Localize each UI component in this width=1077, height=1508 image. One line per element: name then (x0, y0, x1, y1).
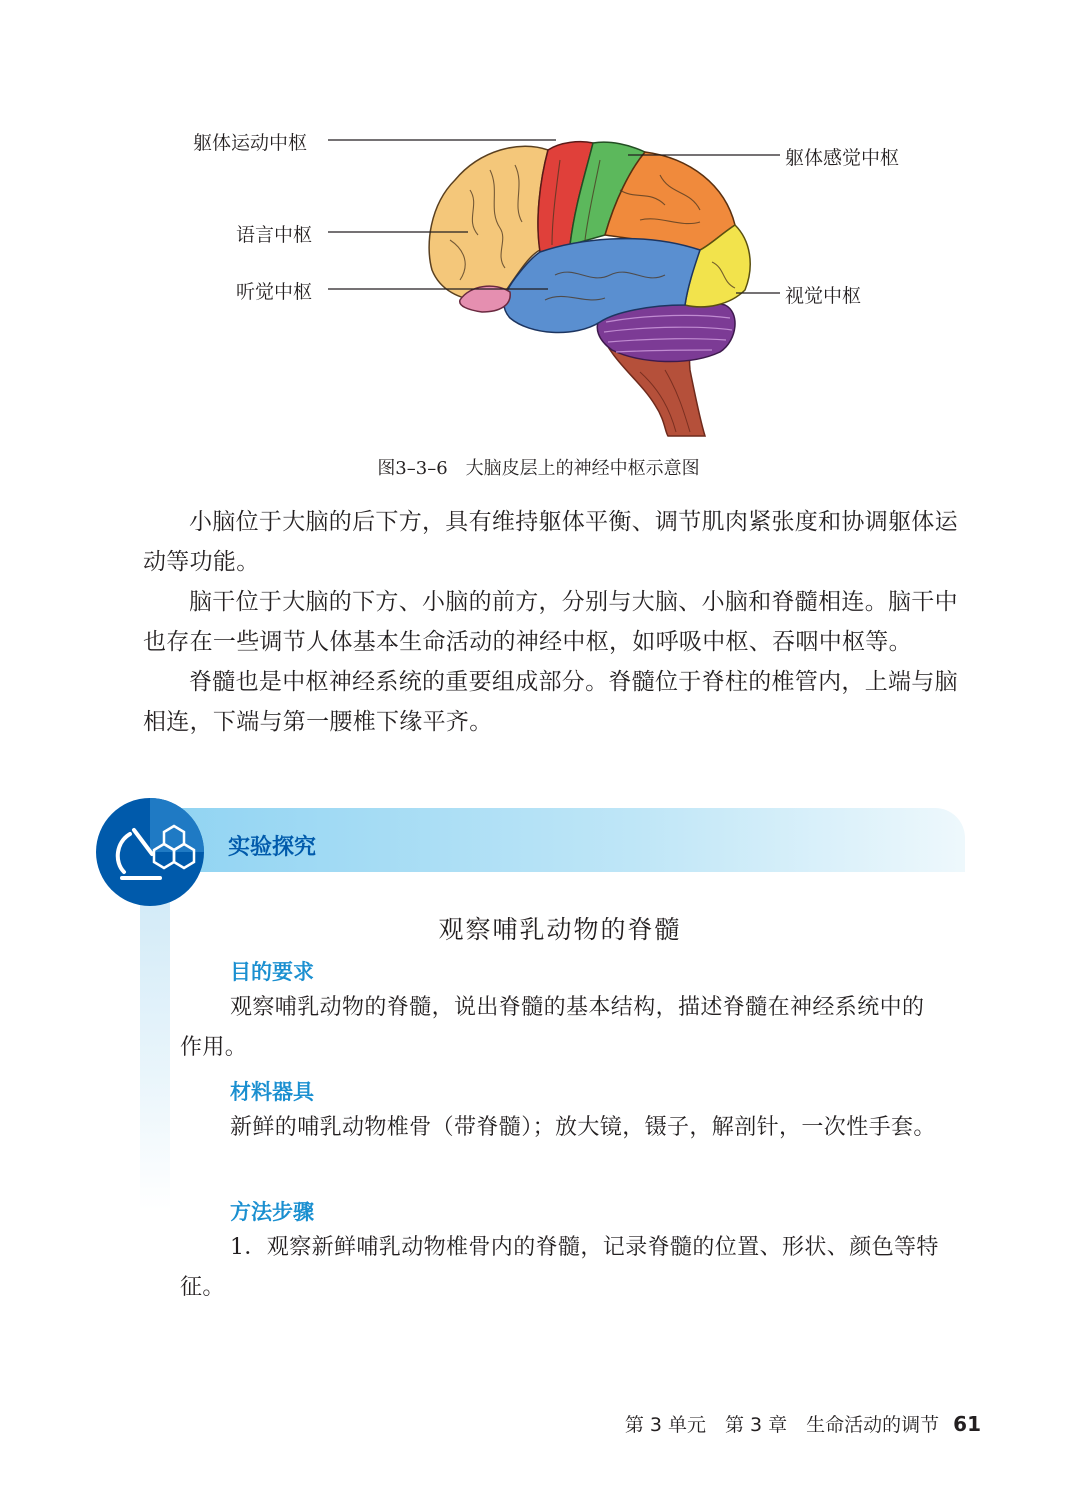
experiment-title: 观察哺乳动物的脊髓 (438, 915, 682, 944)
page-footer (625, 1410, 981, 1437)
materials-text: 新鲜的哺乳动物椎骨（带脊髓）；放大镜，镊子，解剖针，一次性手套。 (230, 1115, 936, 1140)
brain-figure (0, 0, 1077, 440)
label-auditory-center: 听觉中枢 (236, 281, 313, 303)
figure-caption: 图3–3–6 大脑皮层上的神经中枢示意图 (377, 458, 700, 479)
objective-heading: 目的要求 (230, 960, 314, 984)
experiment-section-label: 实验探究 (228, 835, 317, 860)
paragraph-brainstem: 脑干位于大脑的下方、小脑的前方，分别与大脑、小脑和脊髓相连。脑干中也存在一些调节人体基本生命活动的神经中枢，如呼吸中枢、吞咽中枢等。 (143, 589, 958, 655)
materials-heading: 材料器具 (230, 1080, 314, 1104)
method-heading: 方法步骤 (230, 1200, 314, 1224)
experiment-sidebar (140, 870, 170, 1210)
microscope-icon (94, 792, 206, 910)
objective-text: 观察哺乳动物的脊髓，说出脊髓的基本结构，描述脊髓在神经系统中的作用。 (180, 995, 925, 1060)
footer-chapter: 第 3 单元 第 3 章 生命活动的调节 (624, 1414, 940, 1436)
method-step-1: 1．观察新鲜哺乳动物椎骨内的脊髓，记录脊髓的位置、形状、颜色等特征。 (180, 1235, 939, 1300)
label-language-center: 语言中枢 (236, 224, 313, 246)
page-number: 61 (953, 1412, 981, 1436)
label-sensory-center: 躯体感觉中枢 (785, 147, 900, 169)
paragraph-spinal-cord: 脊髓也是中枢神经系统的重要组成部分。脊髓位于脊柱的椎管内，上端与脑相连，下端与第一腰椎下缘平齐。 (143, 669, 958, 735)
paragraph-cerebellum: 小脑位于大脑的后下方，具有维持躯体平衡、调节肌肉紧张度和协调躯体运动等功能。 (143, 509, 958, 575)
label-visual-center: 视觉中枢 (785, 285, 862, 307)
label-motor-center: 躯体运动中枢 (193, 132, 308, 154)
